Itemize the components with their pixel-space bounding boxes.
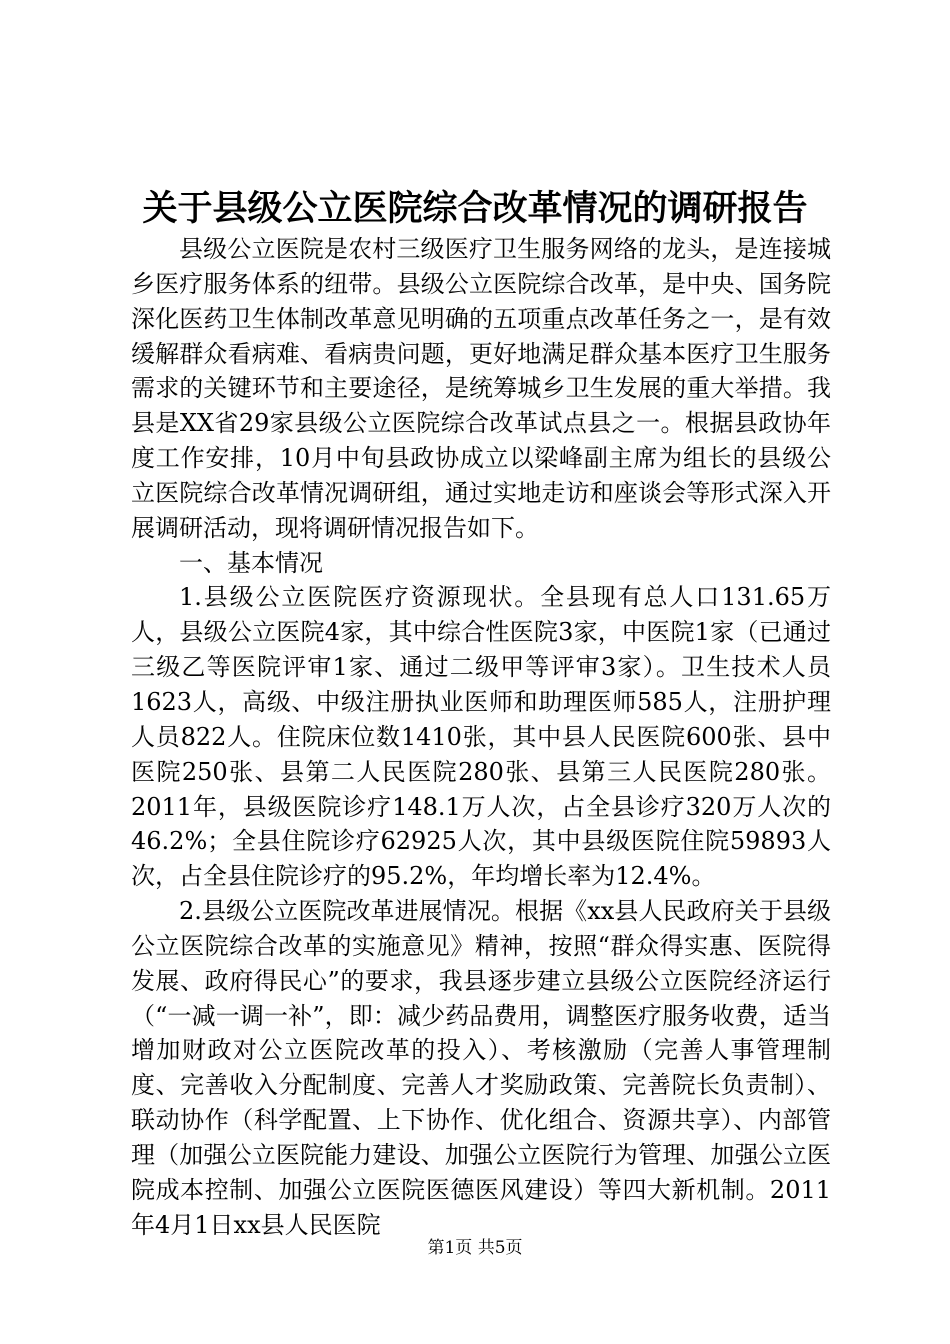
intro-paragraph: 县级公立医院是农村三级医疗卫生服务网络的龙头，是连接城乡医疗服务体系的纽带。县级公立医院综合改革，是中央、国务院深化医药卫生体制改革意见明确的五项重点改革任务之一，是有效缓解群众看病难、看病贵问题，更好地满足群众基本医疗卫生服务需求的关键环节和主要途径，是统筹城乡卫生发展的重大举措。我县是XX省29家县级公立医院综合改革试点县之一。根据县政协年度工作安排，10月中旬县政协成立以梁峰副主席为组长的县级公立医院综合改革情况调研组，通过实地走访和座谈会等形式深入开展调研活动，现将调研情况报告如下。 [131,235,831,542]
page-footer: 第1页 共5页 [427,1238,523,1258]
paragraph-resources: 1.县级公立医院医疗资源现状。全县现有总人口131.65万人，县级公立医院4家，其中综合性医院3家，中医院1家（已通过三级乙等医院评审1家、通过二级甲等评审3家）。卫生技术人员1623人，高级、中级注册执业医师和助理医师585人，注册护理人员822人。住院床位数1410张，其中县人民医院600张、县中医院250张、县第二人民医院280张、县第三人民医院280张。2011年，县级医院诊疗148.1万人次，占全县诊疗320万人次的46.2%；全县住院诊疗62925人次，其中县级医院住院59893人次，占全县住院诊疗的95.2%，年均增长率为12.4%。 [131,583,831,891]
paragraph-reform-progress: 2.县级公立医院改革进展情况。根据《xx县人民政府关于县级公立医院综合改革的实施意见》精神，按照“群众得实惠、医院得发展、政府得民心”的要求，我县逐步建立县级公立医院经济运行（“一减一调一补”，即：减少药品费用，调整医疗服务收费，适当增加财政对公立医院改革的投入）、考核激励（完善人事管理制度、完善收入分配制度、完善人才奖励政策、完善院长负责制）、联动协作（科学配置、上下协作、优化组合、资源共享）、内部管理（加强公立医院能力建设、加强公立医院行为管理、加强公立医院成本控制、加强公立医院医德医风建设）等四大新机制。2011年4月1日xx县人民医院 [131,897,831,1239]
document-title: 关于县级公立医院综合改革情况的调研报告 [142,188,808,229]
section-heading-basic: 一、基本情况 [179,548,323,577]
document-body [131,232,831,1242]
